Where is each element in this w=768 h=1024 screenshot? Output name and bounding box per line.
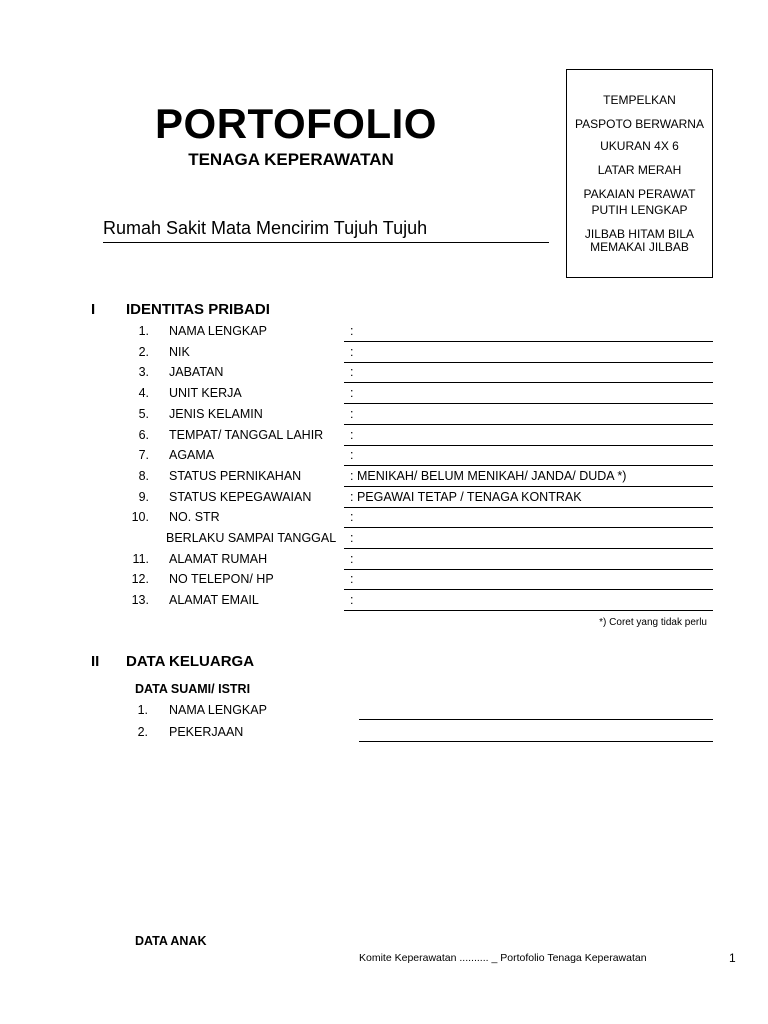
row-value-field[interactable]: : — [350, 531, 354, 545]
footnote: *) Coret yang tidak perlu — [599, 617, 707, 628]
row-value-field[interactable]: : — [350, 572, 354, 586]
row-underline — [344, 382, 713, 383]
row-underline — [344, 403, 713, 404]
row-number: 1. — [137, 703, 148, 717]
row-label: UNIT KERJA — [169, 386, 242, 400]
row-value-field[interactable]: : — [350, 407, 354, 421]
photo-placeholder-box — [566, 69, 713, 278]
row-value-field[interactable]: : — [350, 448, 354, 462]
photo-instruction-line: PUTIH LENGKAP — [591, 203, 688, 217]
row-label: NAMA LENGKAP — [169, 703, 267, 717]
row-underline — [344, 341, 713, 342]
row-underline — [344, 569, 713, 570]
row-label: NIK — [169, 345, 190, 359]
photo-instruction-line: MEMAKAI JILBAB — [590, 240, 689, 254]
row-underline — [344, 465, 713, 466]
row-underline — [344, 548, 713, 549]
row-underline — [344, 486, 713, 487]
row-number: 6. — [138, 428, 149, 442]
spouse-subheading: DATA SUAMI/ ISTRI — [135, 682, 251, 696]
row-value-field[interactable]: : — [350, 510, 354, 524]
row-value-field[interactable]: : — [350, 593, 354, 607]
row-value-field[interactable]: : — [350, 324, 354, 338]
row-underline — [344, 589, 713, 590]
row-number: 7. — [138, 448, 149, 462]
row-label: JABATAN — [169, 365, 224, 379]
section-title: IDENTITAS PRIBADI — [126, 301, 270, 318]
row-underline — [344, 362, 713, 363]
row-underline — [344, 424, 713, 425]
row-number: 2. — [138, 345, 149, 359]
row-number: 1. — [138, 324, 149, 338]
row-label: ALAMAT EMAIL — [169, 593, 259, 607]
row-number: 13. — [131, 593, 149, 607]
row-label: TEMPAT/ TANGGAL LAHIR — [169, 428, 324, 442]
hospital-name: Rumah Sakit Mata Mencirim Tujuh Tujuh — [103, 218, 428, 238]
section-number: II — [91, 653, 100, 670]
document-subtitle: TENAGA KEPERAWATAN — [188, 150, 394, 169]
row-number: 3. — [138, 365, 149, 379]
row-label: ALAMAT RUMAH — [169, 552, 268, 566]
row-value-field[interactable]: : PEGAWAI TETAP / TENAGA KONTRAK — [350, 490, 582, 504]
photo-instruction-line: UKURAN 4X 6 — [600, 139, 679, 153]
row-label: JENIS KELAMIN — [169, 407, 263, 421]
row-number: 9. — [138, 490, 149, 504]
row-label: STATUS KEPEGAWAIAN — [169, 490, 312, 504]
row-value-field[interactable]: : — [350, 386, 354, 400]
row-label: NAMA LENGKAP — [169, 324, 267, 338]
row-underline — [344, 527, 713, 528]
row-underline — [344, 445, 713, 446]
spouse-occupation-field[interactable] — [359, 741, 713, 742]
row-label: AGAMA — [169, 448, 215, 462]
row-label: NO TELEPON/ HP — [169, 572, 274, 586]
page-footer-text: Komite Keperawatan .......... _ Portofolio Tenaga Keperawatan — [359, 952, 647, 964]
row-value-field[interactable]: : — [350, 428, 354, 442]
document-title: PORTOFOLIO — [155, 100, 437, 147]
section-title: DATA KELUARGA — [126, 653, 255, 670]
hospital-underline — [103, 242, 549, 243]
row-underline — [344, 507, 713, 508]
row-number: 11. — [132, 552, 149, 566]
row-underline — [344, 610, 713, 611]
children-subheading: DATA ANAK — [135, 934, 207, 948]
section-number: I — [91, 301, 96, 318]
photo-instruction-line: JILBAB HITAM BILA — [584, 227, 695, 241]
row-label: PEKERJAAN — [169, 725, 244, 739]
photo-instruction-line: LATAR MERAH — [597, 163, 682, 177]
row-number: 8. — [138, 469, 149, 483]
row-number: 10. — [131, 510, 149, 524]
photo-instruction-line: PASPOTO BERWARNA — [575, 117, 704, 131]
row-value-field[interactable]: : — [350, 552, 354, 566]
row-number: 4. — [138, 386, 149, 400]
row-value-field[interactable]: : — [350, 365, 354, 379]
page-number: 1 — [729, 951, 736, 965]
photo-instruction-line: PAKAIAN PERAWAT — [583, 187, 696, 201]
row-number: 5. — [138, 407, 149, 421]
row-number: 12. — [131, 572, 149, 586]
row-value-field[interactable]: : MENIKAH/ BELUM MENIKAH/ JANDA/ DUDA *) — [350, 469, 627, 483]
photo-instruction-line: TEMPELKAN — [603, 93, 676, 107]
spouse-name-field[interactable] — [359, 719, 713, 720]
row-number: 2. — [137, 725, 148, 739]
row-label: STATUS PERNIKAHAN — [169, 469, 302, 483]
row-label: NO. STR — [169, 510, 220, 524]
row-value-field[interactable]: : — [350, 345, 354, 359]
row-label: BERLAKU SAMPAI TANGGAL — [166, 531, 337, 545]
